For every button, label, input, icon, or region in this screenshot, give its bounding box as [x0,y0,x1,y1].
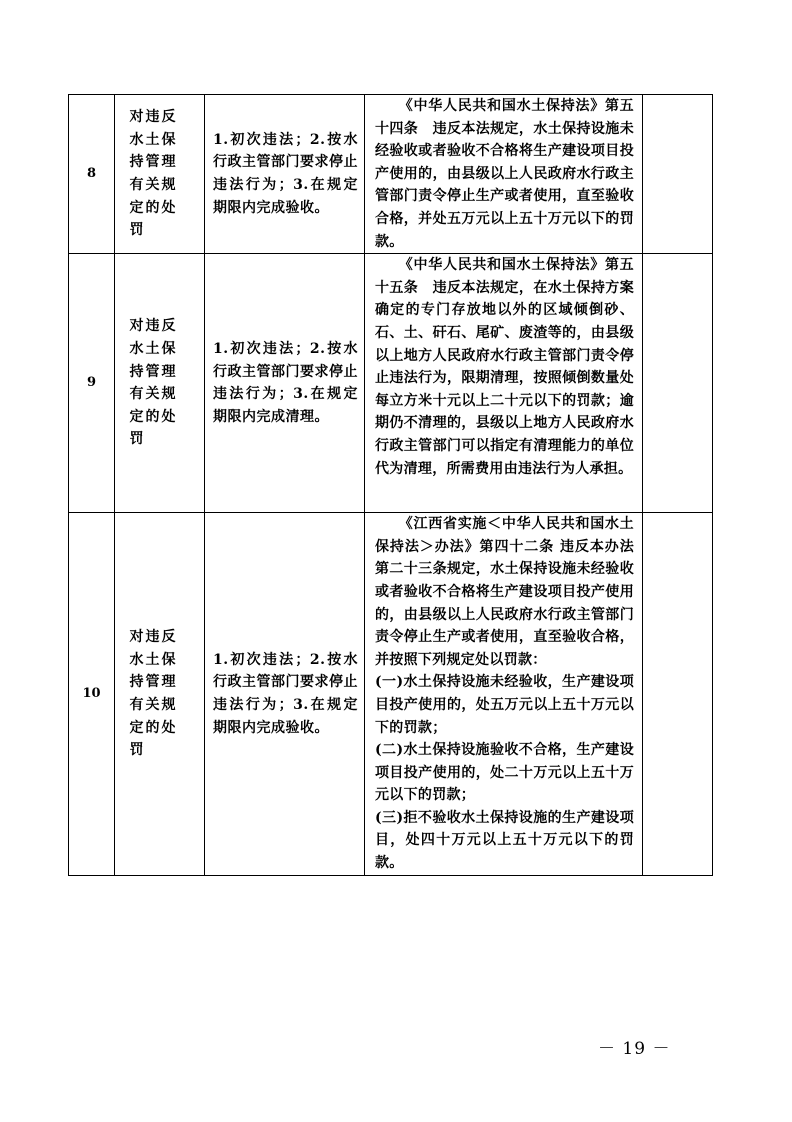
legal-basis-cell [365,95,643,254]
legal-basis-clause-3: (三)拒不验收水土保持设施的生产建设项目，处四十万元以上五十万元以下的罚款。 [375,809,634,872]
penalty-table [68,94,713,876]
condition-cell [205,95,365,254]
legal-basis-cell [365,254,643,513]
penalty-item-cell [115,254,205,513]
legal-basis-text: 《江西省实施＜中华人民共和国水土保持法＞办法》第四十二条 违反本办法第二十三条规定，水土保持设施未经验收或者验收不合格将生产建设项目投产使用的，由县级以上人民政府水行政主管部门责令停止生产或者使用，直至验收合格，并按照下列规定处以罚款： [375,516,634,668]
lenient-condition: 1.初次违法；2.按水行政主管部门要求停止违法行为；3.在规定期限内完成清理。 [213,340,358,425]
lenient-condition: 1.初次违法；2.按水行政主管部门要求停止违法行为；3.在规定期限内完成验收。 [213,131,358,216]
remark-cell [643,254,713,513]
legal-basis-cell [365,513,643,876]
table-row [69,254,713,513]
remark-cell [643,95,713,254]
row-number: 9 [69,254,115,513]
legal-basis-clause-1: (一)水土保持设施未经验收，生产建设项目投产使用的，处五万元以上五十万元以下的罚款； [375,674,634,736]
legal-basis-text: 《中华人民共和国水土保持法》第五十四条 违反本法规定，水土保持设施未经验收或者验收不合格将生产建设项目投产使用的，由县级以上人民政府水行政主管部门责令停止生产或者使用，直至验收合格，并处五万元以上五十万元以下的罚款。 [375,98,634,250]
page-number: － 19 － [598,1039,671,1059]
penalty-item: 对违反水土保持管理有关规定的处罚 [129,109,178,239]
penalty-item: 对违反水土保持管理有关规定的处罚 [129,629,178,759]
penalty-item-cell [115,513,205,876]
penalty-item: 对违反水土保持管理有关规定的处罚 [129,318,178,448]
table-row [69,95,713,254]
lenient-condition: 1.初次违法；2.按水行政主管部门要求停止违法行为；3.在规定期限内完成验收。 [213,651,358,736]
remark-cell [643,513,713,876]
condition-cell [205,513,365,876]
row-number: 10 [69,513,115,876]
row-number: 8 [69,95,115,254]
table-row [69,513,713,876]
penalty-item-cell [115,95,205,254]
legal-basis-text: 《中华人民共和国水土保持法》第五十五条 违反本法规定，在水土保持方案确定的专门存放地以外的区域倾倒砂、石、土、矸石、尾矿、废渣等的，由县级以上地方人民政府水行政主管部门责令停止违法行为，限期清理，按照倾倒数量处每立方米十元以上二十元以下的罚款；逾期仍不清理的，县级以上地方人民政府水行政主管部门可以指定有清理能力的单位代为清理，所需费用由违法行为人承担。 [375,257,634,477]
condition-cell [205,254,365,513]
legal-basis-clause-2: (二)水土保持设施验收不合格，生产建设项目投产使用的，处二十万元以上五十万元以下的罚款； [375,742,634,804]
